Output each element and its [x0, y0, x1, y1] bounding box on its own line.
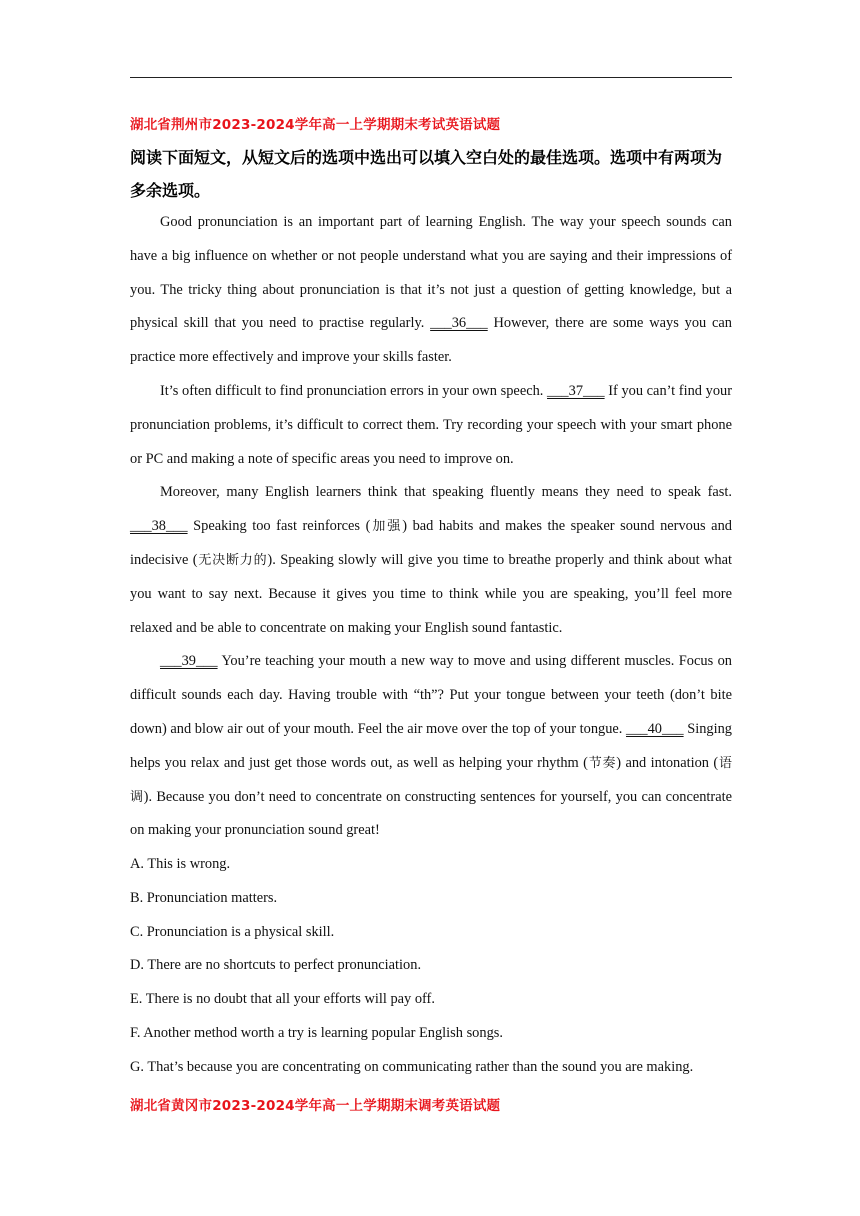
gloss-chinese: 节奏: [587, 755, 617, 771]
blank-40: ___40___: [626, 720, 684, 737]
blank-37: ___37___: [547, 382, 605, 399]
passage-text: ). Because you don’t need to concentrate on constructing sentences for yourself, you can concentrate on making your pronunciation sound great!: [130, 788, 732, 839]
instruction-text: 阅读下面短文，从短文后的选项中选出可以填入空白处的最佳选项。选项中有两项为多余选项。: [130, 148, 723, 200]
passage-text: Singing helps you relax and just get those words out, as well as helping your rhythm (: [130, 720, 732, 771]
passage-text: If you can’t find your pronunciation problems, it’s difficult to correct them. Try recording your speech with your smart phone or PC and making a note of specific areas you need to improve on.: [130, 382, 733, 467]
passage-text: ) and intonation (: [616, 754, 719, 771]
passage-text: ) bad habits and makes the speaker sound nervous and indecisive (: [130, 518, 732, 568]
passage-paragraph-1: [130, 206, 732, 375]
blank-36: ___36___: [430, 315, 488, 332]
passage-text: Good pronunciation is an important part of learning English. The way your speech sounds can have a big influence on whether or not people understand what you are saying and their impressions of you. The tricky thing about pronunciation is that it’s not just a question of getting knowledge, but a physical skill that you need to practise regularly.: [130, 214, 732, 332]
passage-paragraph-4: [130, 645, 732, 848]
passage-text: Speaking too fast reinforces (: [187, 518, 371, 535]
next-source-title: 湖北省黄冈市2023-2024学年高一上学期期末调考英语试题: [130, 1098, 501, 1114]
option-f: F. Another method worth a try is learning popular English songs.: [130, 1024, 503, 1041]
passage-text: However, there are some ways you can practice more effectively and improve your skills faster.: [130, 315, 733, 366]
answer-options: [130, 848, 732, 1085]
gloss-chinese: 加强: [370, 519, 403, 535]
passage-paragraph-3: [130, 476, 732, 645]
gloss-chinese: 语调: [130, 755, 732, 805]
option-g: G. That’s because you are concentrating on communicating rather than the sound you are making.: [130, 1058, 694, 1075]
option-c: C. Pronunciation is a physical skill.: [130, 923, 335, 940]
reading-passage: [130, 206, 732, 848]
source-title: 湖北省荆州市2023-2024学年高一上学期期末考试英语试题: [130, 117, 501, 133]
header-rule: [130, 77, 732, 78]
option-e: E. There is no doubt that all your efforts will pay off.: [130, 991, 435, 1008]
passage-text: It’s often difficult to find pronunciation errors in your own speech.: [160, 382, 548, 399]
option-d: D. There are no shortcuts to perfect pronunciation.: [130, 957, 422, 974]
passage-text: Moreover, many English learners think that speaking fluently means they need to speak fast.: [160, 484, 732, 501]
blank-39: ___39___: [160, 653, 218, 670]
option-b: B. Pronunciation matters.: [130, 889, 278, 906]
passage-text: You’re teaching your mouth a new way to move and using different muscles. Focus on difficult sounds each day. Having trouble with “th”? Put your tongue between your teeth (don’t bite down) and blow air out of your mouth. Feel the air move over the top of your tongue.: [130, 653, 732, 737]
gloss-chinese: 无决断力的: [197, 552, 268, 568]
passage-paragraph-2: [130, 375, 732, 476]
passage-text: ). Speaking slowly will give you time to breathe properly and think about what you want to say next. Because it gives you time to think while you are speaking, you’ll feel more relaxed and be able to concentrate on making your English sound fantastic.: [130, 551, 732, 636]
option-a: A. This is wrong.: [130, 856, 231, 872]
blank-38: ___38___: [130, 518, 188, 535]
